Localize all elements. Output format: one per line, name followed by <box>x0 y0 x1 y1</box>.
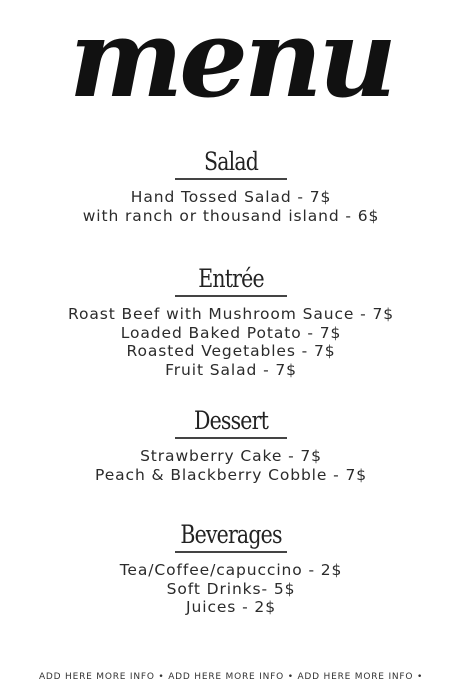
heading-underline <box>175 295 287 297</box>
menu-item: Roasted Vegetables - 7$ <box>126 342 336 360</box>
menu-item: Tea/Coffee/capuccino - 2$ <box>119 561 343 579</box>
menu-item: Hand Tossed Salad - 7$ <box>130 188 332 206</box>
section-dessert <box>0 405 462 484</box>
footer-info: ADD HERE MORE INFO • ADD HERE MORE INFO • ADD HERE MORE INFO • <box>38 672 424 682</box>
section-heading: Beverages <box>180 520 282 549</box>
menu-item: Juices - 2$ <box>186 598 276 616</box>
section-salad <box>0 146 462 225</box>
menu-item: with ranch or thousand island - 6$ <box>82 206 380 225</box>
heading-underline <box>175 551 287 553</box>
menu-item: Roast Beef with Mushroom Sauce - 7$ <box>67 305 395 323</box>
menu-item: Peach & Blackberry Cobble - 7$ <box>95 465 367 484</box>
section-entree <box>0 263 462 379</box>
menu-item: Strawberry Cake - 7$ <box>140 447 322 465</box>
menu-item: Soft Drinks- 5$ <box>166 579 296 598</box>
section-heading: Entrée <box>198 264 264 293</box>
section-heading: Dessert <box>193 406 269 435</box>
menu-item: Fruit Salad - 7$ <box>165 360 297 379</box>
menu-title: menu <box>68 0 394 122</box>
section-heading: Salad <box>203 147 259 176</box>
section-beverages <box>0 519 462 617</box>
menu-item: Loaded Baked Potato - 7$ <box>120 323 342 342</box>
heading-underline <box>175 178 287 180</box>
heading-underline <box>175 437 287 439</box>
